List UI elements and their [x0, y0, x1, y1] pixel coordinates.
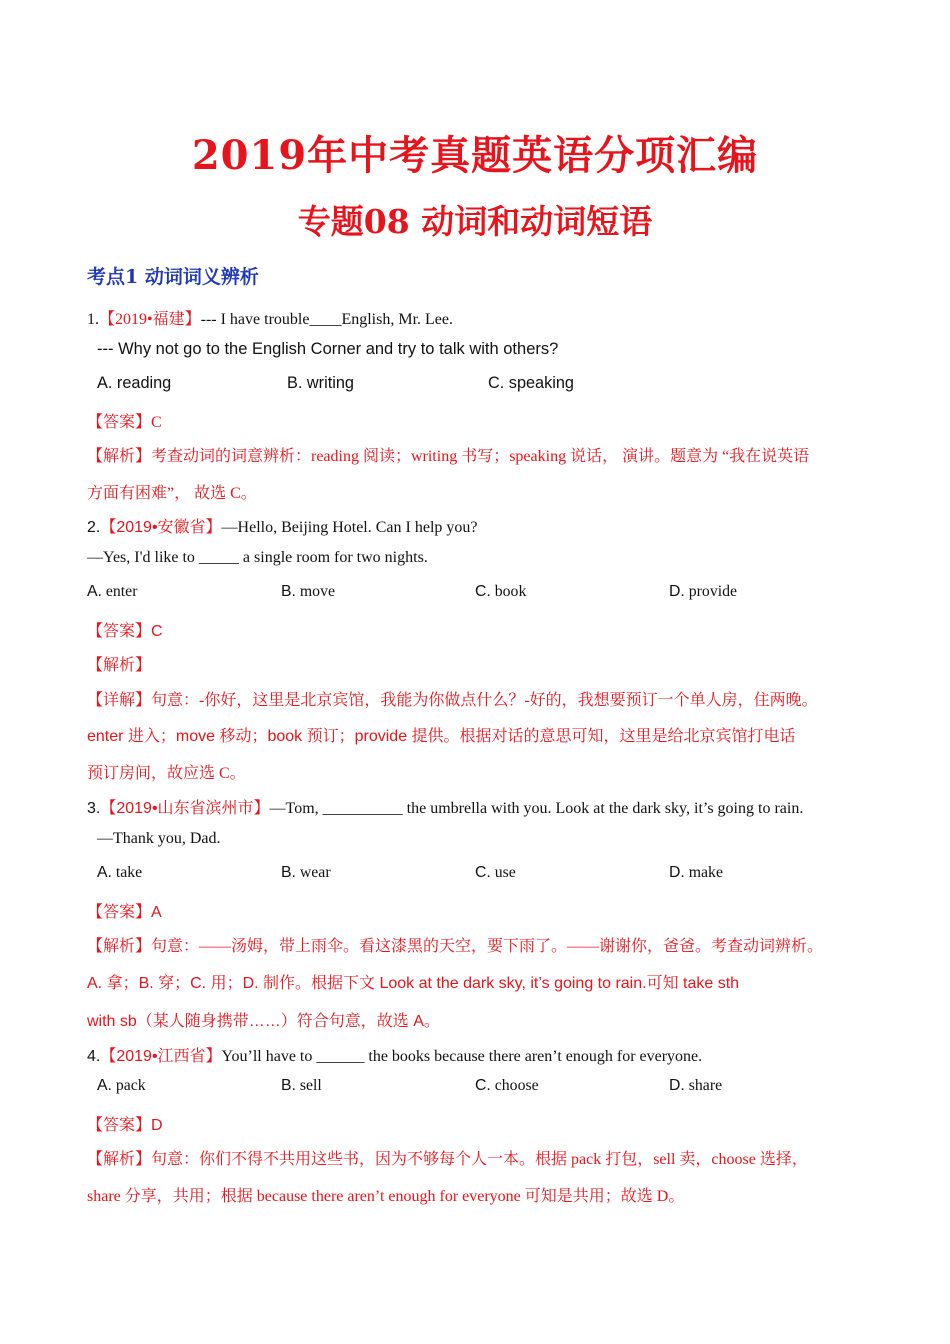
option-text: make [684, 864, 723, 881]
option-text: provide [684, 583, 738, 600]
option-a [97, 1077, 146, 1095]
option-text: share [684, 1077, 723, 1094]
option-text: take [111, 864, 143, 881]
option-letter: B. [281, 583, 296, 600]
document-subtitle: 专题08 动词和动词短语 [297, 202, 653, 241]
option-letter: D. [669, 864, 685, 881]
question-3-explanation-line1: 【解析】句意：——汤姆，带上雨伞。看这漆黑的天空，要下雨了。——谢谢你，爸爸。考查动词辨析。 [87, 938, 824, 955]
option-d [669, 864, 723, 882]
option-a [97, 864, 142, 882]
question-1-answer: 【答案】C [87, 414, 162, 431]
question-4-explanation-line1: 【解析】句意：你们不得不共用这些书，因为不够每个人一本。根据 pack 打包，sell 卖，choose 选择， [87, 1151, 808, 1168]
option-c [475, 583, 526, 601]
option-d [669, 583, 737, 601]
option-letter: A. [97, 864, 112, 881]
question-number: 1. [87, 311, 99, 328]
option-letter: D. [669, 583, 685, 600]
question-2-explanation-line2: enter 进入；move 移动；book 预订；provide 提供。根据对话的意思可知，这里是给北京宾馆打电话 [87, 728, 796, 745]
question-number: 3. [87, 800, 101, 817]
option-text: book [490, 583, 527, 600]
option-a: A. reading [97, 374, 172, 392]
option-text: pack [111, 1077, 146, 1094]
question-text: --- I have trouble____English, Mr. Lee. [200, 311, 453, 328]
question-3-answer: 【答案】A [87, 904, 162, 921]
question-2-stem [87, 514, 478, 537]
question-1-explanation-line2: 方面有困难”， 故选 C。 [87, 485, 257, 502]
question-source: 【2019•福建】 [99, 311, 201, 328]
option-b [281, 583, 335, 601]
question-4-answer: 【答案】D [87, 1117, 163, 1134]
question-3-explanation-line3: with sb（某人随身携带……）符合句意，故选 A。 [87, 1013, 440, 1030]
option-b [281, 1077, 322, 1095]
section-heading: 考点1 动词词义辨析 [87, 266, 259, 288]
option-letter: B. [281, 1077, 296, 1094]
question-2-explanation-line1: 【详解】句意：-你好，这里是北京宾馆，我能为你做点什么？-好的，我想要预订一个单人房，住两晚。 [87, 692, 818, 709]
question-1-explanation-line1: 【解析】考查动词的词意辨析：reading 阅读；writing 书写；speaking 说话， 演讲。题意为 “我在说英语 [87, 448, 810, 465]
option-b: B. writing [287, 374, 354, 392]
question-4-options [0, 1077, 950, 1099]
option-d [669, 1077, 722, 1095]
question-4-explanation-line2: share 分享，共用；根据 because there aren’t enough for everyone 可知是共用；故选 D。 [87, 1188, 685, 1205]
question-3-line2: —Thank you, Dad. [97, 830, 221, 847]
question-2-explanation-label: 【解析】 [87, 657, 152, 674]
option-letter: A. [97, 1077, 112, 1094]
question-number: 4. [87, 1048, 101, 1065]
question-text: You’ll have to ______ the books because there aren’t enough for everyone. [221, 1048, 703, 1065]
option-a [87, 583, 137, 601]
question-source: 【2019•江西省】 [100, 1048, 222, 1065]
option-letter: C. [475, 583, 491, 600]
option-b [281, 864, 331, 882]
option-c [475, 864, 516, 882]
option-letter: C. [475, 1077, 491, 1094]
option-letter: C. [475, 864, 491, 881]
question-4-stem [87, 1043, 702, 1066]
option-text: choose [490, 1077, 539, 1094]
question-2-answer: 【答案】C [87, 623, 163, 640]
question-2-options [0, 583, 950, 605]
question-1-options [0, 374, 950, 396]
question-source: 【2019•安徽省】 [100, 519, 222, 536]
question-number: 2. [87, 519, 101, 536]
question-text: —Tom, __________ the umbrella with you. Look at the dark sky, it’s going to rain. [269, 800, 804, 817]
option-c: C. speaking [488, 374, 574, 392]
option-c [475, 1077, 539, 1095]
question-source: 【2019•山东省滨州市】 [100, 800, 270, 817]
option-text: wear [295, 864, 331, 881]
question-1-line2: --- Why not go to the English Corner and try to talk with others? [97, 340, 559, 358]
document-title: 2019年中考真题英语分项汇编 [191, 132, 759, 179]
option-letter: A. [87, 583, 102, 600]
question-2-explanation-line3: 预订房间，故应选 C。 [87, 765, 246, 782]
question-3-options [0, 864, 950, 886]
option-text: move [295, 583, 335, 600]
question-3-stem [87, 795, 803, 818]
option-letter: D. [669, 1077, 685, 1094]
option-text: use [490, 864, 516, 881]
question-2-line2: —Yes, I'd like to _____ a single room for two nights. [87, 549, 428, 566]
option-text: sell [295, 1077, 322, 1094]
question-3-explanation-line2: A. 拿；B. 穿；C. 用；D. 制作。根据下文 Look at the dark sky, it’s going to rain.可知 take sth [87, 975, 740, 992]
question-text: —Hello, Beijing Hotel. Can I help you? [221, 519, 478, 536]
option-text: enter [101, 583, 138, 600]
option-letter: B. [281, 864, 296, 881]
question-1-stem [87, 306, 453, 329]
